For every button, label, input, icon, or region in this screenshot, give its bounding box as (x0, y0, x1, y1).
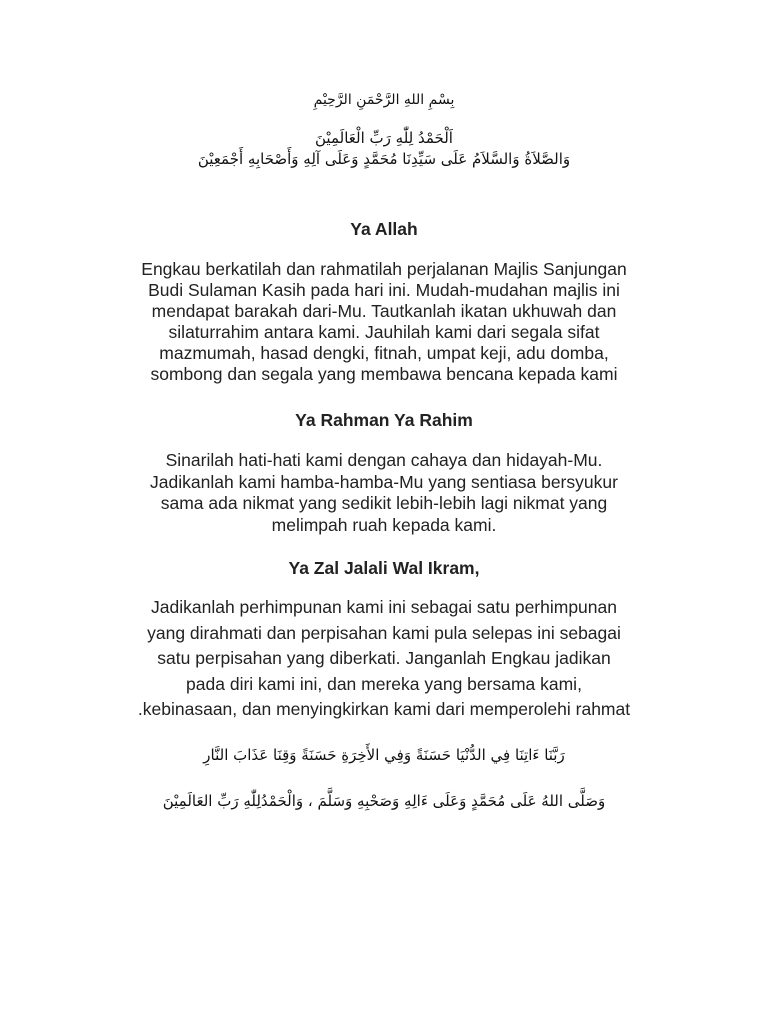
arabic-hamdalah: اَلْحَمْدُ لِلّٰهِ رَبِّ الْعَالَمِيْنَ (315, 129, 453, 147)
paragraph-ya-zal-jalali-wal-ikram (74, 595, 694, 723)
paragraph-line: sama ada nikmat yang sedikit lebih-lebih lagi nikmat yang (160, 493, 608, 513)
paragraph-line: mendapat barakah dari-Mu. Tautkanlah ikatan ukhuwah dan (151, 301, 617, 321)
paragraph-line: yang dirahmati dan perpisahan kami pula selepas ini sebagai (147, 622, 621, 643)
paragraph-line: Jadikanlah perhimpunan kami ini sebagai satu perhimpunan (151, 597, 617, 617)
paragraph-line: Budi Sulaman Kasih pada hari ini. Mudah-mudahan majlis ini (148, 280, 620, 300)
arabic-salawat: وَالصَّلاَةُ وَالسَّلاَمُ عَلَى سَيِّدِنَا مُحَمَّدٍ وَعَلَى آلِهِ وَأَصْحَابِهِ أَجْمَعِيْنَ (197, 150, 571, 168)
arabic-basmalah: بِسْمِ اللهِ الرَّحْمَنِ الرَّحِيْمِ (313, 92, 455, 108)
heading-ya-allah: Ya Allah (350, 219, 418, 239)
heading-ya-rahman-ya-rahim: Ya Rahman Ya Rahim (295, 410, 473, 430)
paragraph-ya-allah (74, 259, 694, 385)
arabic-doa: رَبَّنَا ءَاتِنَا فِي الدُّنْيَا حَسَنَةً وَفِي الأَخِرَةِ حَسَنَةً وَقِنَا عَذَابَ النَّارِ (203, 746, 565, 764)
heading-ya-zal-jalali-wal-ikram: Ya Zal Jalali Wal Ikram, (288, 558, 480, 578)
paragraph-line: melimpah ruah kepada kami. (271, 514, 497, 535)
paragraph-line: .kebinasaan, dan menyingkirkan kami dari memperolehi rahmat (137, 699, 631, 719)
paragraph-line: pada diri kami ini, dan mereka yang bersama kami, (186, 673, 582, 694)
paragraph-line: Sinarilah hati-hati kami dengan cahaya dan hidayah-Mu. (165, 450, 603, 470)
paragraph-line: satu perpisahan yang diberkati. Janganlah Engkau jadikan (157, 648, 611, 668)
paragraph-line: Engkau berkatilah dan rahmatilah perjalanan Majlis Sanjungan (141, 259, 627, 279)
paragraph-ya-rahman-ya-rahim (74, 450, 694, 536)
paragraph-line: sombong dan segala yang membawa bencana kepada kami (150, 364, 618, 384)
paragraph-line: Jadikanlah kami hamba-hamba-Mu yang sentiasa bersyukur (150, 471, 618, 492)
paragraph-line: silaturrahim antara kami. Jauhilah kami dari segala sifat (168, 322, 600, 342)
arabic-closing-salawat: وَصَلَّى اللهُ عَلَى مُحَمَّدٍ وَعَلَى ءَالِهِ وَصَحْبِهِ وَسَلَّمَ ، وَالْحَمْدُلِلّٰهِ رَبِّ العَالَمِيْنَ (162, 792, 606, 810)
paragraph-line: mazmumah, hasad dengki, fitnah, umpat keji, adu domba, (159, 343, 609, 363)
